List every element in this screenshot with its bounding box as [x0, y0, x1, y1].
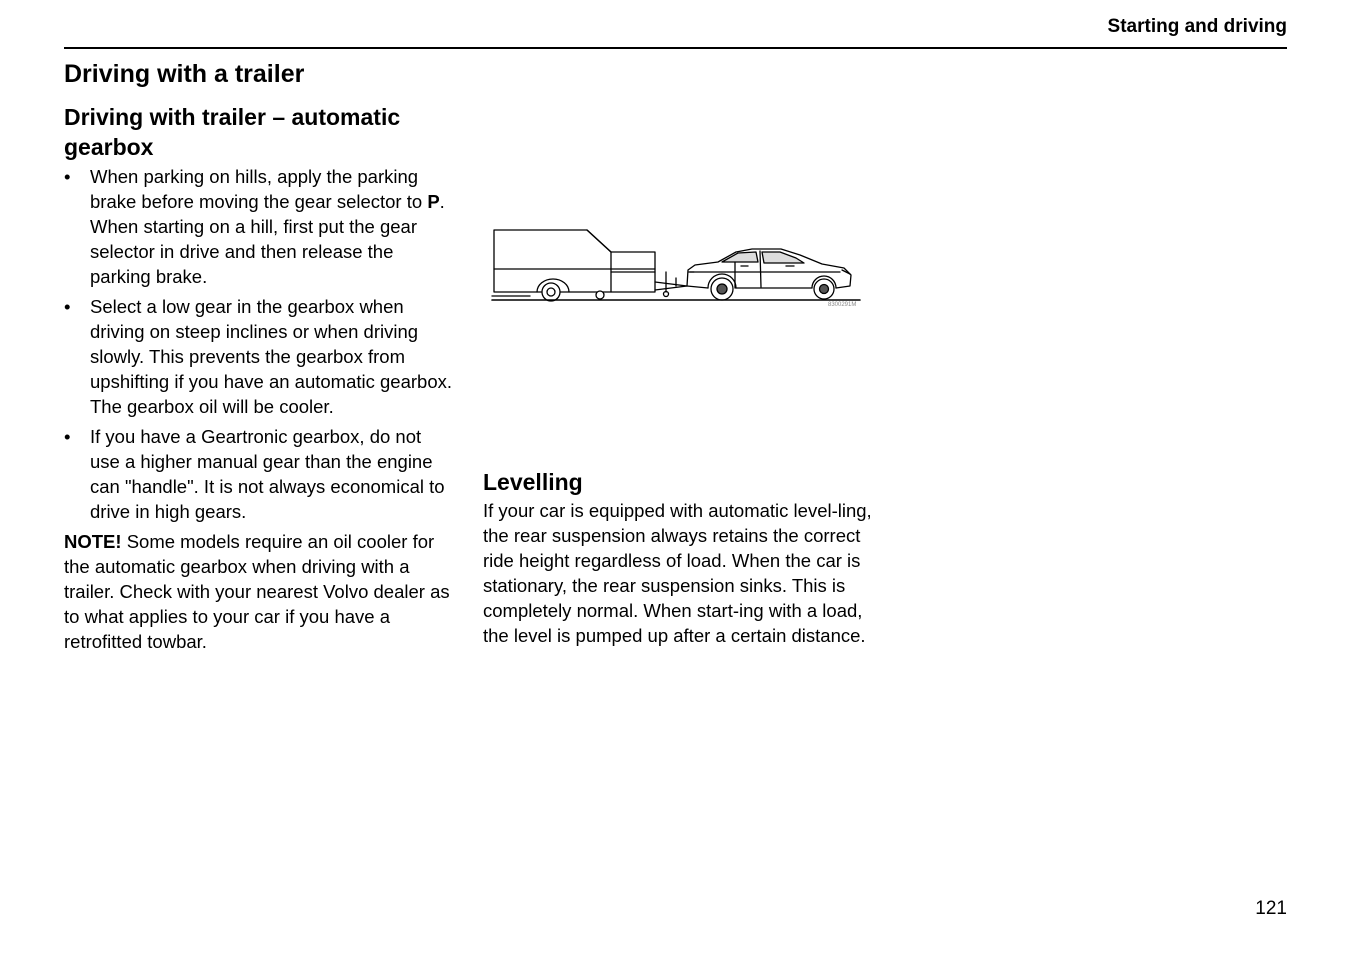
car-towing-caravan-image [490, 222, 865, 312]
bullet-dot: • [64, 166, 71, 187]
bullet-text-after: . When starting on a hill, first put the gear selector in drive and then release the parking brake. [90, 191, 445, 287]
gearbox-section-heading: Driving with trailer – automatic gearbox [64, 104, 401, 160]
levelling-section-heading: Levelling [483, 469, 583, 495]
page-title: Driving with a trailer [64, 60, 305, 88]
note-label: NOTE! [64, 531, 122, 552]
header-rule [64, 47, 1287, 49]
note-paragraph [64, 529, 452, 654]
list-item [64, 424, 452, 524]
bullet-text: If you have a Geartronic gearbox, do not use a higher manual gear than the engine can "handle". It is not always economical to drive in high gears. [90, 426, 445, 522]
trailer-illustration [490, 222, 865, 312]
levelling-paragraph: If your car is equipped with automatic level-ling, the rear suspension always retains the correct ride height regardless of load. When the car is stationary, the rear suspension sinks. This is completely normal. When start-ing with a load, the level is pumped up after a certain distance. [483, 500, 872, 646]
bullet-text-before: When parking on hills, apply the parking brake before moving the gear selector to [90, 166, 428, 212]
list-item [64, 294, 452, 419]
bullet-text: Select a low gear in the gearbox when driving on steep inclines or when driving slowly. This prevents the gearbox from upshifting if you have an automatic gearbox. The gearbox oil will be cooler. [90, 296, 453, 417]
gearbox-bullet-list [64, 164, 452, 524]
illustration-code: 8300291M [828, 302, 857, 308]
gear-position-p: P [427, 191, 440, 212]
list-item [64, 164, 452, 289]
chapter-title: Starting and driving [1107, 16, 1287, 37]
left-column [64, 102, 452, 654]
bullet-dot: • [64, 296, 71, 317]
bullet-dot: • [64, 426, 71, 447]
right-column [483, 467, 873, 648]
note-text: Some models require an oil cooler for the automatic gearbox when driving with a trailer. Check with your nearest Volvo dealer as to what applies to your car if you have a retrofitted towbar. [64, 531, 450, 652]
page-number: 121 [1255, 898, 1287, 919]
